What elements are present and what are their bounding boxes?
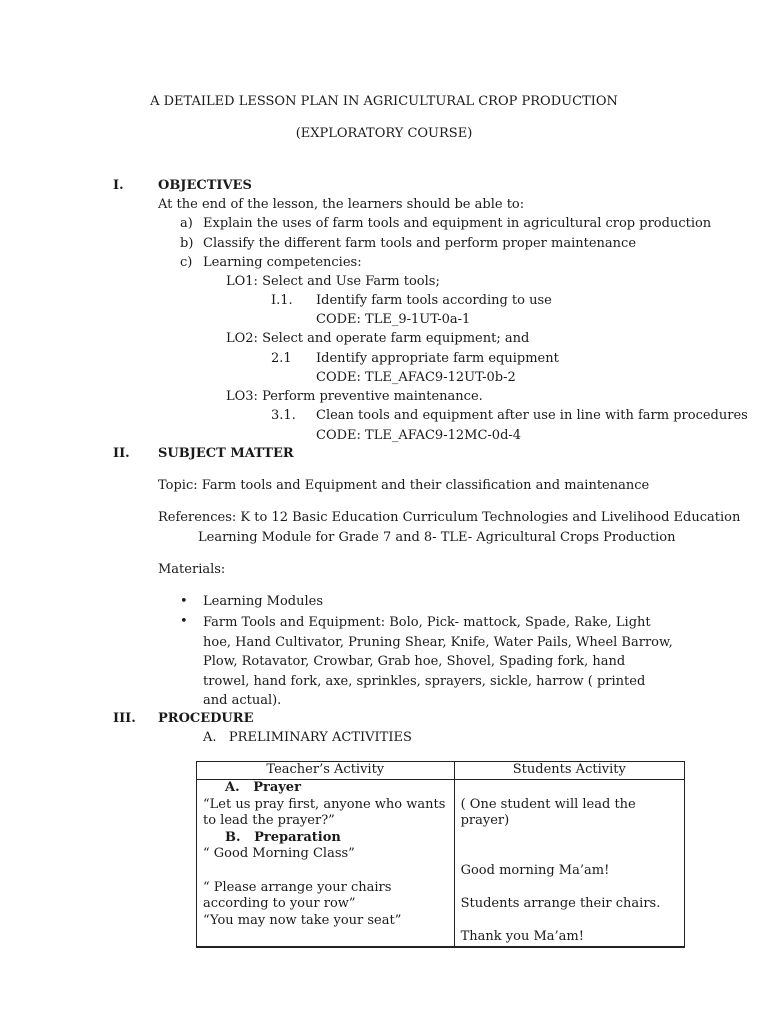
section-number-objectives: I.	[113, 178, 124, 193]
section-heading-subject-matter: SUBJECT MATTER	[158, 446, 294, 461]
objective-marker: b)	[180, 236, 194, 251]
lo-code: CODE: TLE_9-1UT-0a-1	[316, 312, 471, 327]
prayer-label: A. Prayer	[225, 780, 301, 795]
objective-marker: a)	[180, 216, 193, 231]
student-activity: Good morning Ma’am!	[460, 862, 610, 878]
student-cell	[454, 780, 684, 947]
lo-label: LO2: Select and operate farm equipment; and	[226, 331, 530, 346]
lo-label: LO3: Perform preventive maintenance.	[226, 389, 483, 404]
lo-code: CODE: TLE_AFAC9-12UT-0b-2	[316, 370, 516, 385]
lo-number: I.1.	[271, 293, 293, 308]
lo-number: 3.1.	[271, 408, 296, 423]
procedure-subheading: A. PRELIMINARY ACTIVITIES	[203, 730, 412, 745]
objectives-intro: At the end of the lesson, the learners should be able to:	[158, 197, 525, 212]
lo-description: Identify appropriate farm equipment	[316, 351, 559, 366]
references-line: References: K to 12 Basic Education Curriculum Technologies and Livelihood Education	[158, 510, 741, 525]
teacher-activity: “ Please arrange your chairs according to your row”	[203, 879, 392, 911]
lo-code: CODE: TLE_AFAC9-12MC-0d-4	[316, 428, 522, 443]
document-subtitle: (EXPLORATORY COURSE)	[295, 126, 473, 141]
objective-item: Explain the uses of farm tools and equipment in agricultural crop production	[203, 216, 712, 231]
section-number-procedure: III.	[113, 711, 136, 726]
bullet-icon: •	[180, 614, 188, 629]
objective-item: Learning competencies:	[203, 255, 362, 270]
materials-label: Materials:	[158, 562, 226, 577]
section-heading-objectives: OBJECTIVES	[158, 178, 252, 193]
objective-item: Classify the different farm tools and perform proper maintenance	[203, 236, 637, 251]
column-header-students: Students Activity	[454, 762, 684, 780]
student-activity: Students arrange their chairs.	[460, 896, 661, 911]
bullet-icon: •	[180, 594, 188, 609]
table-row	[197, 780, 685, 947]
teacher-activity: “You may now take your seat”	[203, 912, 402, 928]
materials-item: Learning Modules	[203, 594, 324, 609]
preparation-label: B. Preparation	[225, 829, 341, 845]
document-title: A DETAILED LESSON PLAN IN AGRICULTURAL CROP PRODUCTION	[150, 94, 618, 109]
section-heading-procedure: PROCEDURE	[158, 711, 254, 726]
teacher-activity: “Let us pray first, anyone who wants to lead the prayer?”	[203, 796, 446, 828]
teacher-activity: “ Good Morning Class”	[203, 846, 355, 861]
activity-table	[196, 761, 685, 948]
column-header-teacher: Teacher’s Activity	[197, 762, 455, 780]
lo-label: LO1: Select and Use Farm tools;	[226, 274, 440, 289]
student-activity: Thank you Ma’am!	[460, 929, 584, 944]
teacher-cell	[197, 780, 455, 947]
references-line: Learning Module for Grade 7 and 8- TLE- Agricultural Crops Production	[198, 530, 676, 545]
materials-item: Farm Tools and Equipment: Bolo, Pick- mattock, Spade, Rake, Light hoe, Hand Cultivator, Pruning Shear, Knife, Water Pails, Wheel Barrow, Plow, Rotavator, Crowbar, Grab hoe, Shovel, Spading fork, hand trowel, hand fork, axe, sprinkles, sprayers, sickle, harrow ( printed and actual).	[203, 615, 673, 708]
student-activity: ( One student will lead the prayer)	[460, 796, 636, 828]
topic-line: Topic: Farm tools and Equipment and their classification and maintenance	[158, 478, 650, 493]
section-number-subject-matter: II.	[113, 446, 130, 461]
objective-marker: c)	[180, 255, 193, 270]
table-header-row	[197, 762, 685, 780]
lo-number: 2.1	[271, 351, 292, 366]
lo-description: Identify farm tools according to use	[316, 293, 552, 308]
lo-description: Clean tools and equipment after use in line with farm procedures	[316, 408, 748, 423]
